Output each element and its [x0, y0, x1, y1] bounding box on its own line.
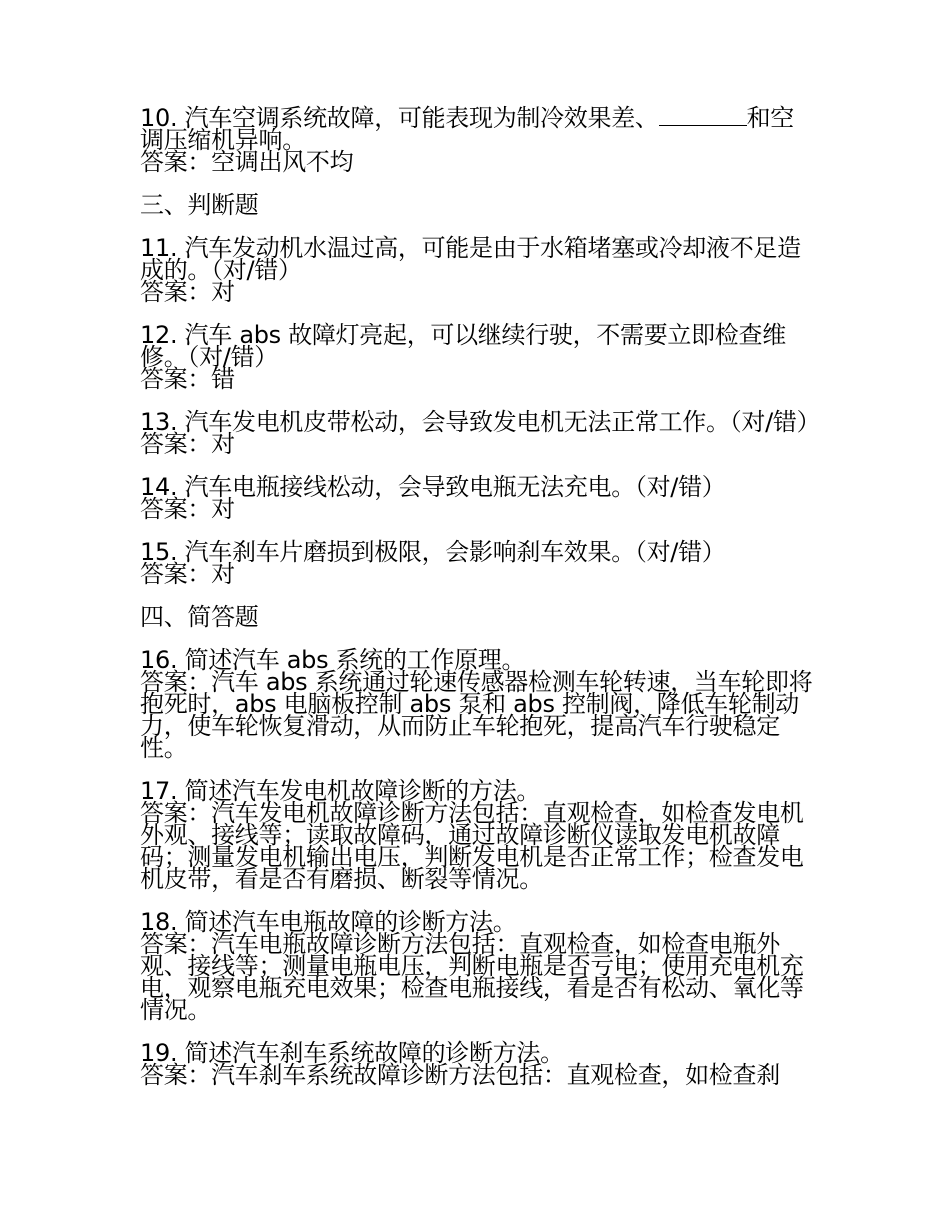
answer-text: 答案：汽车 abs 系统通过轮速传感器检测车轮转速，当车轮即将抱死时，abs 电脑板控制 abs 泵和 abs 控制阀，降低车轮制动力，使车轮恢复滑动，从而防止车轮抱死，提高汽车行驶稳定性。: [140, 668, 813, 762]
answer-text: 答案：错: [140, 365, 235, 393]
answer-text: 答案：空调出风不均: [140, 148, 354, 176]
document-page: [140, 104, 821, 1107]
question-text: 14. 汽车电瓶接线松动，会导致电瓶无法充电。（对/错）: [140, 473, 726, 501]
answer-text: 答案：对: [140, 495, 235, 523]
question-text: 12. 汽车 abs 故障灯亮起，可以继续行驶，不需要立即检查维修。（对/错）: [140, 321, 786, 371]
question-text: 19. 简述汽车刹车系统故障的诊断方法。: [140, 1039, 564, 1067]
question-12: [140, 321, 815, 393]
question-text-start: 10. 汽车空调系统故障，可能表现为制冷效果差、: [140, 104, 659, 132]
answer-text: 答案：汽车刹车系统故障诊断方法包括：直观检查，如检查刹: [140, 1061, 780, 1089]
question-text: 17. 简述汽车发电机故障诊断的方法。: [140, 777, 541, 805]
answer-text: 答案：汽车发电机故障诊断方法包括：直观检查，如检查发电机外观、接线等；读取故障码，通过故障诊断仪读取发电机故障码；测量发电机输出电压，判断发电机是否正常工作；检查发电机皮带，看是否有磨损、断裂等情况。: [140, 799, 804, 893]
answer-text: 答案：对: [140, 278, 235, 306]
question-13: [140, 408, 821, 458]
fill-in-blank: [659, 106, 747, 126]
answer-text: 答案：对: [140, 560, 235, 588]
answer-text: 答案：对: [140, 430, 235, 458]
question-16: [140, 646, 815, 762]
question-text: 16. 简述汽车 abs 系统的工作原理。: [140, 646, 526, 674]
question-17: [140, 777, 815, 893]
question-text: 18. 简述汽车电瓶故障的诊断方法。: [140, 908, 517, 936]
question-text: 13. 汽车发电机皮带松动，会导致发电机无法正常工作。（对/错）: [140, 408, 821, 436]
question-text: 15. 汽车刹车片磨损到极限，会影响刹车效果。（对/错）: [140, 538, 726, 566]
question-19: [140, 1039, 815, 1089]
question-11: [140, 234, 815, 306]
question-10: [140, 104, 815, 176]
question-text: 11. 汽车发动机水温过高，可能是由于水箱堵塞或冷却液不足造成的。（对/错）: [140, 234, 801, 284]
section-heading-short-answer: 四、简答题: [140, 603, 259, 631]
answer-text: 答案：汽车电瓶故障诊断方法包括：直观检查，如检查电瓶外观、接线等；测量电瓶电压，判断电瓶是否亏电；使用充电机充电，观察电瓶充电效果；检查电瓶接线，看是否有松动、氧化等情况。: [140, 930, 804, 1024]
question-14: [140, 473, 815, 523]
question-15: [140, 538, 815, 588]
section-heading-true-false: 三、判断题: [140, 191, 259, 219]
question-text: [140, 104, 815, 154]
question-18: [140, 908, 815, 1024]
question-text-end: 和空调压缩机异响。: [140, 104, 795, 154]
